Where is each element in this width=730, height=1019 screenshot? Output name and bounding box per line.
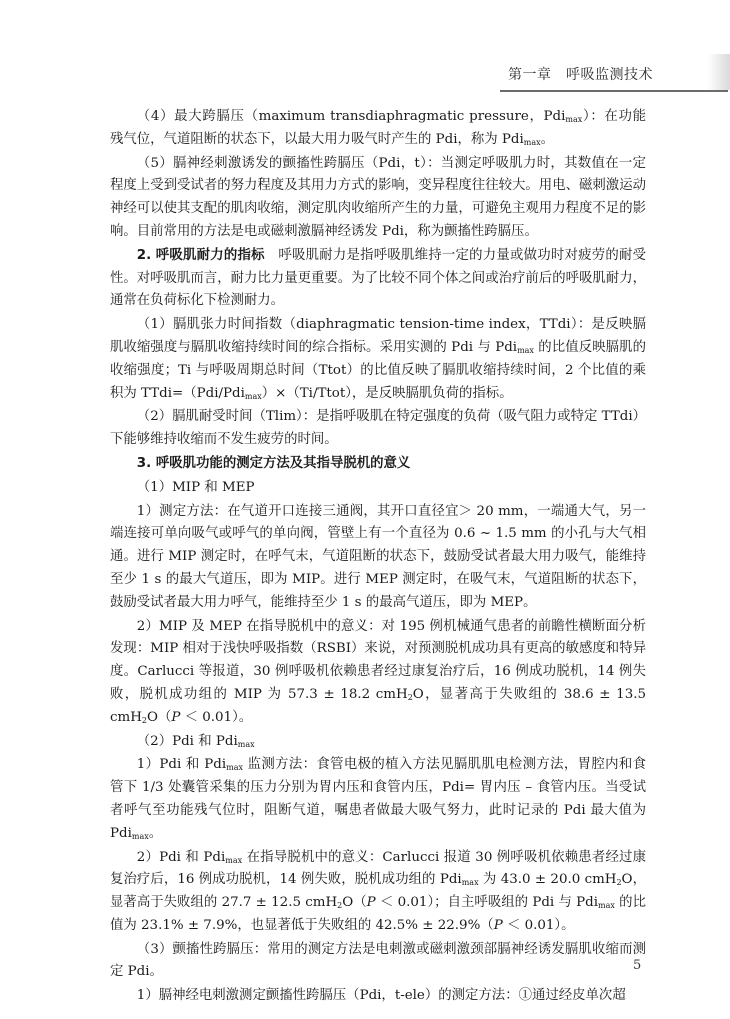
paragraph: （4）最大跨膈压（maximum transdiaphragmatic pressure，Pdi$_{max}$）：在功能残气位，气道阻断的状态下，以最大用力吸气时产生的 Pdi，称为 Pdi$_{max}$。 bbox=[110, 109, 646, 147]
paragraph: （2）膈肌耐受时间（Tlim）：是指呼吸肌在特定强度的负荷（吸气阻力或特定 TTdi）下能够维持收缩而不发生疲劳的时间。 bbox=[110, 409, 646, 448]
section-heading-3: 3. 呼吸肌功能的测定方法及其指导脱机的意义 bbox=[136, 455, 411, 471]
page-body bbox=[110, 106, 646, 1009]
paragraph: 2）MIP 及 MEP 在指导脱机中的意义：对 195 例机械通气患者的前瞻性横断面分析发现：MIP 相对于浅快呼吸指数（RSBI）来说，对预测脱机成功具有更高的敏感度和特异度。Carlucci 等报道，30 例呼吸机依赖患者经过康复治疗后，16 例成功脱机，14 例失败，脱机成功组的 MIP 为 57.3 ± 18.2 cmH$_2$O，显著高于失败组的 38.6 ± 13.5 cmH$_2$O（P ＜ 0.01）。 bbox=[110, 618, 646, 725]
chapter-title: 第一章 呼吸监测技术 bbox=[508, 67, 653, 83]
header-tab-decoration bbox=[708, 54, 730, 90]
paragraph: （3）颤搐性跨膈压：常用的测定方法是电刺激或磁刺激颈部膈神经诱发膈肌收缩而测定 Pdi。 bbox=[110, 941, 646, 980]
page-number: 5 bbox=[633, 958, 642, 973]
running-header bbox=[500, 54, 730, 92]
section-heading-2: 2. 呼吸肌耐力的指标 呼吸肌耐力是指呼吸肌维持一定的力量或做功时对疲劳的耐受性。对呼吸肌而言，耐力比力量更重要。为了比较不同个体之间或治疗前后的呼吸肌耐力，通常在负荷标化下检测耐力。 bbox=[110, 247, 647, 309]
subheading: （2）Pdi 和 Pdi$_{max}$ bbox=[136, 733, 255, 749]
paragraph: （1）膈肌张力时间指数（diaphragmatic tension-time index，TTdi）：是反映膈肌收缩强度与膈肌收缩持续时间的综合指标。采用实测的 Pdi 与 Pdi$_{max}$ 的比值反映膈肌的收缩强度；Ti 与呼吸周期总时间（Ttot）的比值反映了膈肌收缩持续时间，2 个比值的乘积为 TTdi=（Pdi/Pdi$_{max}$）×（Ti/Ttot），是反映膈肌负荷的指标。 bbox=[110, 317, 646, 401]
subheading: （1）MIP 和 MEP bbox=[136, 479, 255, 495]
paragraph: 2）Pdi 和 Pdi$_{max}$ 在指导脱机中的意义：Carlucci 报道 30 例呼吸机依赖患者经过康复治疗后，16 例成功脱机，14 例失败，脱机成功组的 Pdi$_{max}$ 为 43.0 ± 20.0 cmH$_2$O，显著高于失败组的 27.7 ± 12.5 cmH$_2$O（P ＜ 0.01）；自主呼吸组的 Pdi 与 Pdi$_{max}$ 的比值为 23.1% ± 7.9%，也显著低于失败组的 42.5% ± 22.9%（P ＜ 0.01）。 bbox=[110, 849, 646, 933]
paragraph: 1）膈神经电刺激测定颤搐性跨膈压（Pdi，t-ele）的测定方法：①通过经皮单次超 bbox=[136, 988, 626, 1004]
paragraph: （5）膈神经刺激诱发的颤搐性跨膈压（Pdi，t）：当测定呼吸肌力时，其数值在一定程度上受到受试者的努力程度及其用力方式的影响，变异程度往往较大。用电、磁刺激运动神经可以使其支配的肌肉收缩，测定肌肉收缩所产生的力量，可避免主观用力程度不足的影响。目前常用的方法是电或磁刺激膈神经诱发 Pdi，称为颤搐性跨膈压。 bbox=[110, 155, 646, 239]
paragraph: 1）测定方法：在气道开口连接三通阀，其开口直径宜＞ 20 mm，一端通大气，另一端连接可单向吸气或呼气的单向阀，管壁上有一个直径为 0.6 ~ 1.5 mm 的小孔与大气相通。进行 MIP 测定时，在呼气末，气道阻断的状态下，鼓励受试者最大用力吸气，能维持至少 1 s 的最大气道压，即为 MIP。进行 MEP 测定时，在吸气末，气道阻断的状态下，鼓励受试者最大用力呼气，能维持至少 1 s 的最高气道压，即为 MEP。 bbox=[110, 503, 646, 610]
paragraph: 1）Pdi 和 Pdi$_{max}$ 监测方法：食管电极的植入方法见膈肌肌电检测方法，胃腔内和食管下 1/3 处囊管采集的压力分别为胃内压和食管内压，Pdi= 胃内压 – 食管内压。当受试者呼气至功能残气位时，阻断气道，嘱患者做最大吸气努力，此时记录的 Pdi 最大值为 Pdi$_{max}$。 bbox=[110, 757, 646, 841]
header-rule bbox=[500, 90, 728, 92]
